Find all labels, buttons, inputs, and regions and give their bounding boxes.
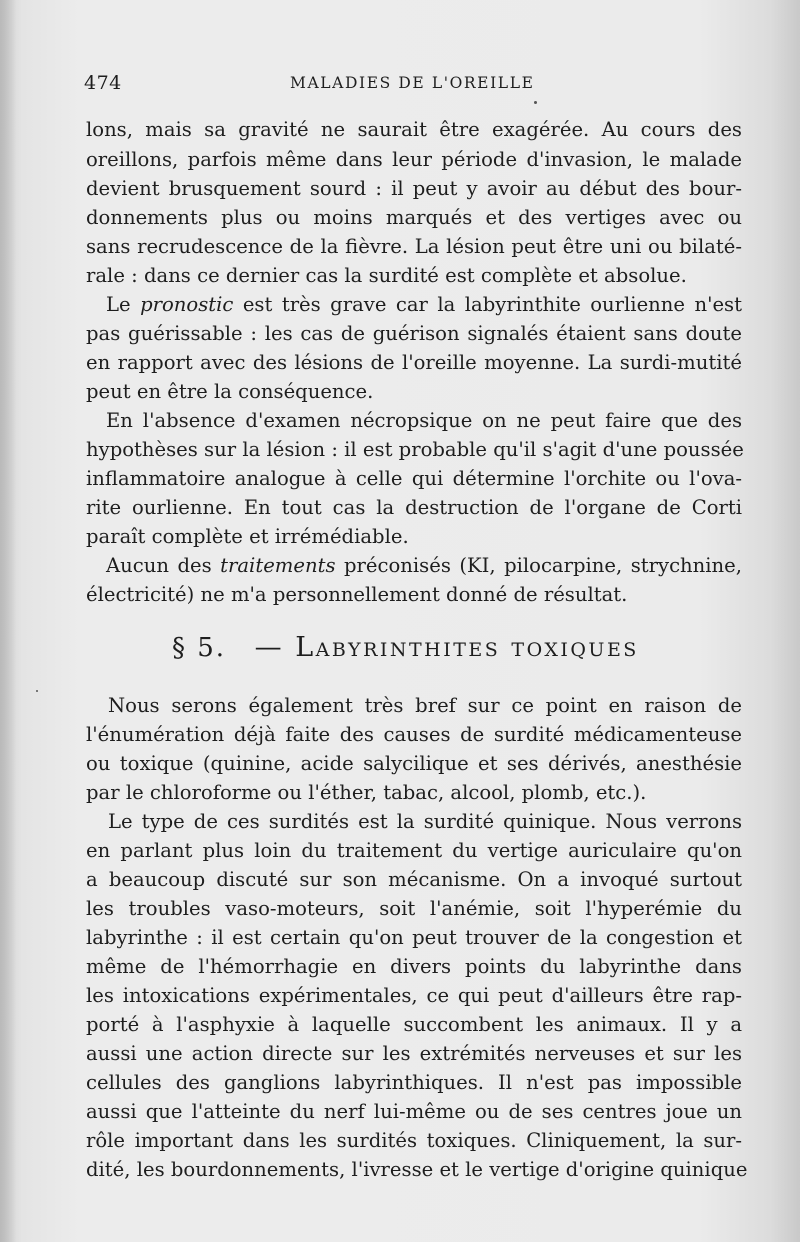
text-line: porté à l'asphyxie à laquelle succombent les animaux. Il y a bbox=[86, 1013, 742, 1036]
text-line: Le type de ces surdités est la surdité quinique. Nous verrons bbox=[108, 810, 742, 833]
text-line: ou toxique (quinine, acide salycilique et ses dérivés, anesthésie bbox=[86, 752, 742, 775]
page-header bbox=[84, 72, 744, 100]
text-line: en parlant plus loin du traitement du vertige auriculaire qu'on bbox=[86, 839, 742, 862]
page-number: 474 bbox=[84, 72, 122, 94]
text-line: les intoxications expérimentales, ce qui peut d'ailleurs être rap- bbox=[86, 984, 742, 1007]
emphasis: pronostic bbox=[140, 293, 234, 316]
text-line: rite ourlienne. En tout cas la destruction de l'organe de Corti bbox=[86, 496, 742, 519]
text-line: les troubles vaso-moteurs, soit l'anémie, soit l'hyperémie du bbox=[86, 897, 742, 920]
text-line: dité, les bourdonnements, l'ivresse et le vertige d'origine quinique bbox=[86, 1158, 748, 1181]
text-line: labyrinthe : il est certain qu'on peut trouver de la congestion et bbox=[86, 926, 742, 949]
text-line: donnements plus ou moins marqués et des vertiges avec ou bbox=[86, 206, 742, 229]
text-line: paraît complète et irrémédiable. bbox=[86, 525, 409, 548]
text-line: en rapport avec des lésions de l'oreille moyenne. La surdi-mutité bbox=[86, 351, 742, 374]
section-title: — Labyrinthites toxiques bbox=[254, 632, 639, 663]
text-line: rôle important dans les surdités toxiques. Cliniquement, la sur- bbox=[86, 1129, 742, 1152]
emphasis: traitements bbox=[220, 554, 336, 577]
section-heading bbox=[172, 632, 652, 672]
text-line: oreillons, parfois même dans leur période d'invasion, le malade bbox=[86, 148, 742, 171]
text-line: par le chloroforme ou l'éther, tabac, alcool, plomb, etc.). bbox=[86, 781, 647, 804]
running-head: MALADIES DE L'OREILLE bbox=[290, 74, 535, 92]
text-line: devient brusquement sourd : il peut y avoir au début des bour- bbox=[86, 177, 742, 200]
page-gutter-shadow bbox=[0, 0, 16, 1242]
text-line: rale : dans ce dernier cas la surdité est complète et absolue. bbox=[86, 264, 687, 287]
text-line-pronostic: Le pronostic est très grave car la labyrinthite ourlienne n'est bbox=[106, 293, 742, 316]
print-speck bbox=[36, 690, 38, 692]
text-line: Nous serons également très bref sur ce point en raison de bbox=[108, 694, 742, 717]
text-line: sans recrudescence de la fièvre. La lésion peut être uni ou bilaté- bbox=[86, 235, 742, 258]
text-line: lons, mais sa gravité ne saurait être exagérée. Au cours des bbox=[86, 118, 742, 141]
text-line: aussi une action directe sur les extrémités nerveuses et sur les bbox=[86, 1042, 742, 1065]
section-number: § 5. bbox=[172, 633, 227, 663]
text-line: hypothèses sur la lésion : il est probable qu'il s'agit d'une poussée bbox=[86, 438, 744, 461]
text-line: En l'absence d'examen nécropsique on ne peut faire que des bbox=[106, 409, 742, 432]
text-line: a beaucoup discuté sur son mécanisme. On a invoqué surtout bbox=[86, 868, 742, 891]
text-line: électricité) ne m'a personnellement donné de résultat. bbox=[86, 583, 628, 606]
text-line: même de l'hémorrhagie en divers points du labyrinthe dans bbox=[86, 955, 742, 978]
text-line: cellules des ganglions labyrinthiques. Il n'est pas impossible bbox=[86, 1071, 742, 1094]
text-line: peut en être la conséquence. bbox=[86, 380, 374, 403]
text-line: l'énumération déjà faite des causes de surdité médicamenteuse bbox=[86, 723, 742, 746]
text-line: inflammatoire analogue à celle qui détermine l'orchite ou l'ova- bbox=[86, 467, 742, 490]
print-speck bbox=[534, 101, 537, 104]
text-line: pas guérissable : les cas de guérison signalés étaient sans doute bbox=[86, 322, 742, 345]
text-line: aussi que l'atteinte du nerf lui-même ou de ses centres joue un bbox=[86, 1100, 742, 1123]
text-line-traitements: Aucun des traitements préconisés (KI, pilocarpine, strychnine, bbox=[106, 554, 742, 577]
